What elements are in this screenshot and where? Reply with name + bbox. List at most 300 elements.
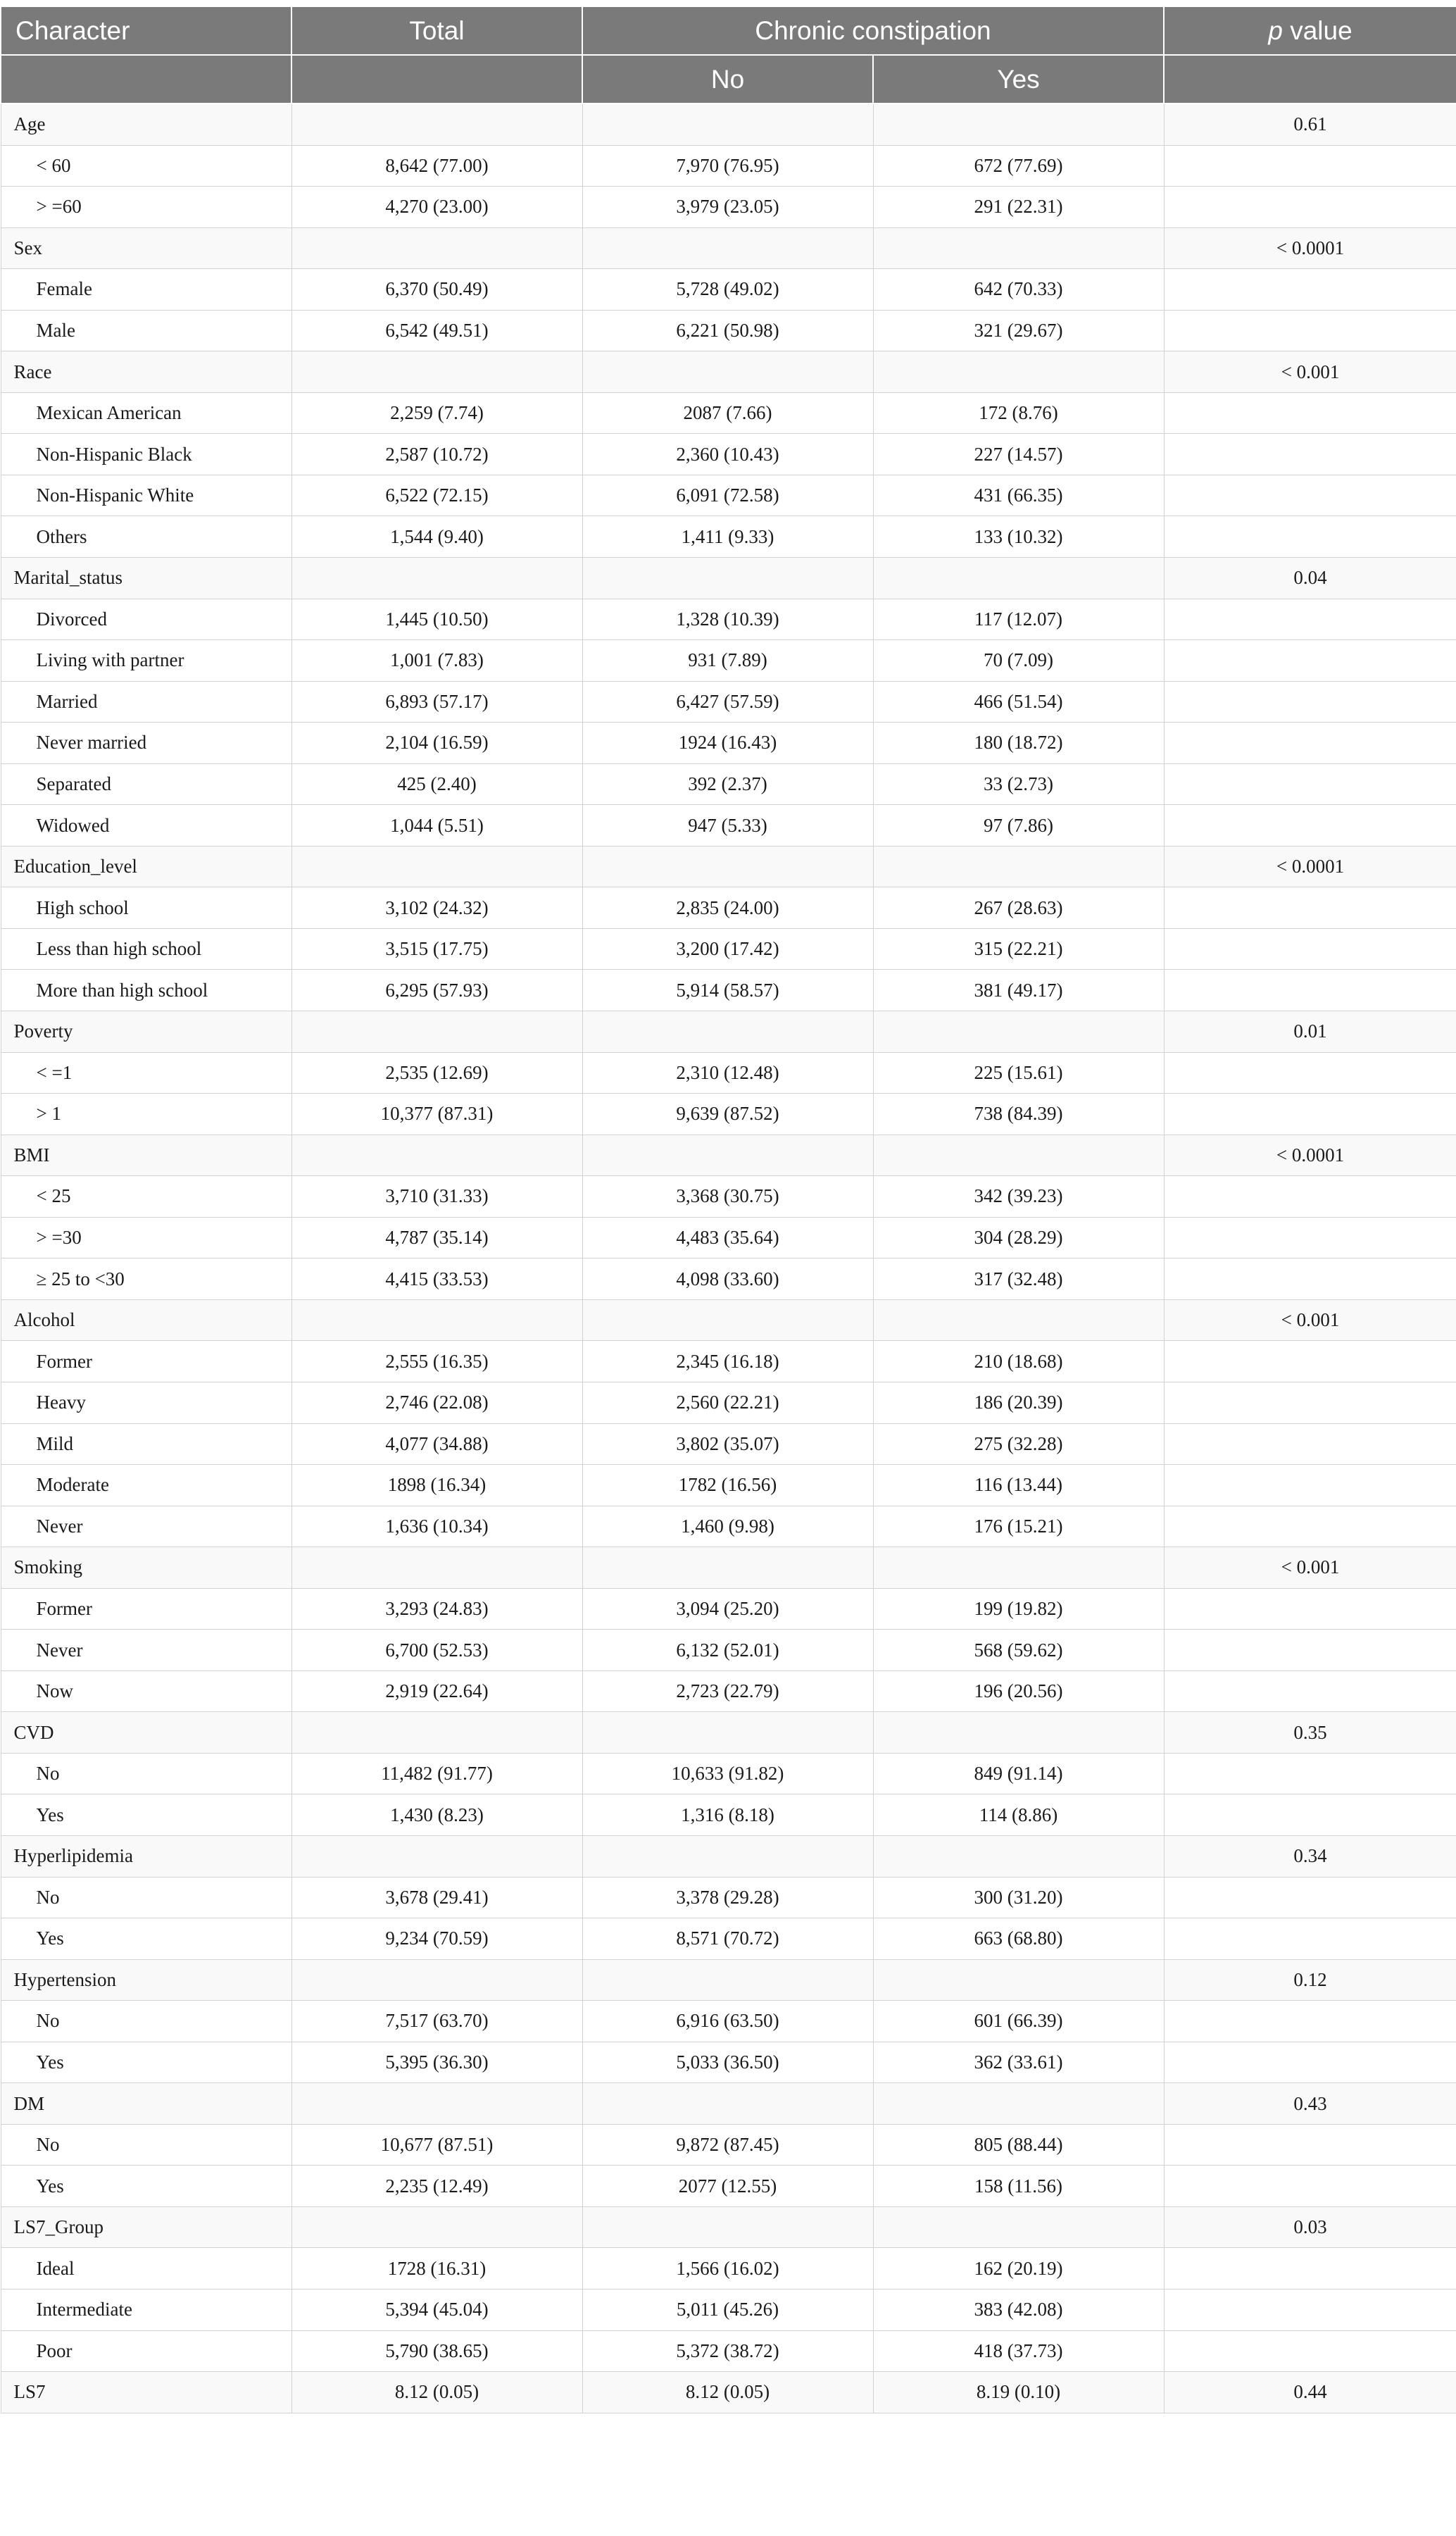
- cell-no: 2087 (7.66): [582, 392, 873, 434]
- cell-yes: 663 (68.80): [873, 1918, 1164, 1960]
- cell-p-value: 0.34: [1164, 1835, 1456, 1877]
- cell-total: 4,077 (34.88): [291, 1423, 582, 1465]
- table-group-row: [1, 2372, 1456, 2413]
- table-group-row: [1, 1547, 1456, 1589]
- cell-yes: 267 (28.63): [873, 887, 1164, 929]
- cell-p-value: [1164, 1176, 1456, 1218]
- header-p-rest: value: [1282, 15, 1353, 45]
- table-row: [1, 392, 1456, 434]
- cell-no: 7,970 (76.95): [582, 145, 873, 187]
- cell-total: [291, 1959, 582, 2001]
- table-row: [1, 970, 1456, 1011]
- table-row: [1, 2124, 1456, 2166]
- cell-character: Poverty: [1, 1011, 291, 1053]
- cell-total: 1,636 (10.34): [291, 1506, 582, 1547]
- cell-p-value: [1164, 805, 1456, 847]
- table-row: [1, 2001, 1456, 2042]
- cell-character: Race: [1, 351, 291, 393]
- cell-no: [582, 1011, 873, 1053]
- cell-no: 1,316 (8.18): [582, 1794, 873, 1836]
- cell-character: Less than high school: [1, 928, 291, 970]
- cell-no: [582, 1835, 873, 1877]
- table-row: [1, 1918, 1456, 1960]
- cell-no: 10,633 (91.82): [582, 1753, 873, 1794]
- cell-no: [582, 227, 873, 269]
- cell-yes: 418 (37.73): [873, 2330, 1164, 2372]
- cell-character: Marital_status: [1, 558, 291, 599]
- header-row-secondary: [1, 55, 1456, 104]
- cell-no: [582, 1547, 873, 1589]
- cell-p-value: [1164, 1094, 1456, 1135]
- cell-total: 1,445 (10.50): [291, 599, 582, 640]
- cell-total: [291, 1547, 582, 1589]
- table-row: [1, 1670, 1456, 1712]
- cell-no: 3,094 (25.20): [582, 1588, 873, 1630]
- cell-total: 1,430 (8.23): [291, 1794, 582, 1836]
- cell-total: 6,700 (52.53): [291, 1630, 582, 1671]
- table-row: [1, 1877, 1456, 1918]
- cell-total: 3,515 (17.75): [291, 928, 582, 970]
- cell-yes: 70 (7.09): [873, 640, 1164, 682]
- cell-yes: [873, 1547, 1164, 1589]
- table-row: [1, 805, 1456, 847]
- cell-p-value: 0.44: [1164, 2372, 1456, 2413]
- cell-no: [582, 1299, 873, 1341]
- cell-total: 6,893 (57.17): [291, 681, 582, 723]
- cell-yes: 381 (49.17): [873, 970, 1164, 1011]
- cell-yes: 176 (15.21): [873, 1506, 1164, 1547]
- cell-yes: 180 (18.72): [873, 723, 1164, 764]
- cell-p-value: [1164, 1753, 1456, 1794]
- cell-no: 9,639 (87.52): [582, 1094, 873, 1135]
- cell-yes: 186 (20.39): [873, 1382, 1164, 1423]
- cell-character: Poor: [1, 2330, 291, 2372]
- cell-character: < 60: [1, 145, 291, 187]
- cell-no: [582, 1135, 873, 1176]
- header-empty-3: [1164, 55, 1456, 104]
- cell-p-value: [1164, 1465, 1456, 1506]
- cell-character: Education_level: [1, 846, 291, 887]
- cell-character: No: [1, 2124, 291, 2166]
- cell-total: 1,544 (9.40): [291, 516, 582, 558]
- cell-p-value: < 0.0001: [1164, 227, 1456, 269]
- cell-character: Mild: [1, 1423, 291, 1465]
- cell-p-value: [1164, 1670, 1456, 1712]
- cell-character: > 1: [1, 1094, 291, 1135]
- cell-character: Male: [1, 310, 291, 351]
- cell-total: 8.12 (0.05): [291, 2372, 582, 2413]
- cell-yes: 291 (22.31): [873, 187, 1164, 228]
- cell-no: 9,872 (87.45): [582, 2124, 873, 2166]
- cell-p-value: 0.61: [1164, 104, 1456, 145]
- cell-character: < 25: [1, 1176, 291, 1218]
- cell-no: 5,914 (58.57): [582, 970, 873, 1011]
- cell-yes: 805 (88.44): [873, 2124, 1164, 2166]
- cell-no: 1,328 (10.39): [582, 599, 873, 640]
- table-row: [1, 1258, 1456, 1300]
- cell-total: 4,787 (35.14): [291, 1217, 582, 1258]
- cell-no: 1,460 (9.98): [582, 1506, 873, 1547]
- cell-p-value: < 0.001: [1164, 1547, 1456, 1589]
- table-row: [1, 928, 1456, 970]
- cell-no: [582, 2206, 873, 2248]
- cell-p-value: 0.35: [1164, 1712, 1456, 1754]
- cell-yes: [873, 2083, 1164, 2125]
- cell-no: [582, 846, 873, 887]
- header-yes: Yes: [873, 55, 1164, 104]
- cell-p-value: < 0.001: [1164, 1299, 1456, 1341]
- cell-no: [582, 2083, 873, 2125]
- cell-p-value: < 0.0001: [1164, 846, 1456, 887]
- cell-character: Never married: [1, 723, 291, 764]
- cell-yes: [873, 558, 1164, 599]
- cell-yes: [873, 227, 1164, 269]
- cell-no: [582, 558, 873, 599]
- cell-no: [582, 1959, 873, 2001]
- cell-total: [291, 104, 582, 145]
- cell-yes: 431 (66.35): [873, 475, 1164, 516]
- table-row: [1, 1382, 1456, 1423]
- cell-total: 1,044 (5.51): [291, 805, 582, 847]
- cell-total: 3,678 (29.41): [291, 1877, 582, 1918]
- cell-no: 6,427 (57.59): [582, 681, 873, 723]
- cell-p-value: [1164, 1918, 1456, 1960]
- cell-no: 6,132 (52.01): [582, 1630, 873, 1671]
- cell-total: [291, 1299, 582, 1341]
- table-container: [0, 6, 1456, 2413]
- cell-p-value: [1164, 1794, 1456, 1836]
- cell-character: Ideal: [1, 2248, 291, 2290]
- cell-no: [582, 1712, 873, 1754]
- cell-p-value: 0.03: [1164, 2206, 1456, 2248]
- table-row: [1, 2042, 1456, 2083]
- cell-character: Heavy: [1, 1382, 291, 1423]
- cell-no: 8,571 (70.72): [582, 1918, 873, 1960]
- cell-total: 3,293 (24.83): [291, 1588, 582, 1630]
- header-row-primary: [1, 6, 1456, 55]
- cell-p-value: [1164, 310, 1456, 351]
- cell-yes: 304 (28.29): [873, 1217, 1164, 1258]
- cell-character: Yes: [1, 2166, 291, 2207]
- table-body: [1, 104, 1456, 2413]
- cell-total: 2,259 (7.74): [291, 392, 582, 434]
- cell-no: 2,723 (22.79): [582, 1670, 873, 1712]
- cell-total: 1898 (16.34): [291, 1465, 582, 1506]
- table-row: [1, 1052, 1456, 1094]
- cell-yes: 317 (32.48): [873, 1258, 1164, 1300]
- header-empty-2: [291, 55, 582, 104]
- table-row: [1, 1465, 1456, 1506]
- cell-yes: 97 (7.86): [873, 805, 1164, 847]
- cell-total: 5,395 (36.30): [291, 2042, 582, 2083]
- cell-total: [291, 558, 582, 599]
- cell-character: Intermediate: [1, 2289, 291, 2330]
- header-no: No: [582, 55, 873, 104]
- cell-p-value: 0.12: [1164, 1959, 1456, 2001]
- table-row: [1, 2330, 1456, 2372]
- cell-total: 5,790 (38.65): [291, 2330, 582, 2372]
- header-character: Character: [1, 6, 291, 55]
- cell-p-value: [1164, 145, 1456, 187]
- cell-total: 2,587 (10.72): [291, 434, 582, 475]
- cell-no: 2077 (12.55): [582, 2166, 873, 2207]
- cell-yes: 196 (20.56): [873, 1670, 1164, 1712]
- cell-yes: [873, 1011, 1164, 1053]
- cell-yes: 8.19 (0.10): [873, 2372, 1164, 2413]
- cell-yes: 568 (59.62): [873, 1630, 1164, 1671]
- table-group-row: [1, 2206, 1456, 2248]
- table-row: [1, 1630, 1456, 1671]
- cell-no: 2,345 (16.18): [582, 1341, 873, 1382]
- table-row: [1, 763, 1456, 805]
- cell-p-value: [1164, 392, 1456, 434]
- cell-character: Living with partner: [1, 640, 291, 682]
- cell-yes: 162 (20.19): [873, 2248, 1164, 2290]
- cell-character: Female: [1, 269, 291, 311]
- table-group-row: [1, 1835, 1456, 1877]
- cell-character: Hyperlipidemia: [1, 1835, 291, 1877]
- cell-yes: [873, 2206, 1164, 2248]
- cell-no: 5,728 (49.02): [582, 269, 873, 311]
- cell-no: 6,221 (50.98): [582, 310, 873, 351]
- header-p-italic: p: [1268, 15, 1283, 45]
- cell-total: 3,710 (31.33): [291, 1176, 582, 1218]
- cell-no: 3,979 (23.05): [582, 187, 873, 228]
- cell-yes: 466 (51.54): [873, 681, 1164, 723]
- table-group-row: [1, 104, 1456, 145]
- cell-total: 10,377 (87.31): [291, 1094, 582, 1135]
- cell-no: 2,310 (12.48): [582, 1052, 873, 1094]
- cell-p-value: [1164, 1258, 1456, 1300]
- table-row: [1, 599, 1456, 640]
- table-row: [1, 681, 1456, 723]
- table-row: [1, 269, 1456, 311]
- table-row: [1, 2248, 1456, 2290]
- cell-character: Divorced: [1, 599, 291, 640]
- cell-p-value: [1164, 640, 1456, 682]
- table-group-row: [1, 2083, 1456, 2125]
- cell-p-value: [1164, 1588, 1456, 1630]
- cell-character: No: [1, 1877, 291, 1918]
- table-group-row: [1, 1011, 1456, 1053]
- cell-yes: 642 (70.33): [873, 269, 1164, 311]
- cell-p-value: < 0.0001: [1164, 1135, 1456, 1176]
- cell-no: 3,802 (35.07): [582, 1423, 873, 1465]
- cell-no: 2,835 (24.00): [582, 887, 873, 929]
- cell-character: Yes: [1, 2042, 291, 2083]
- cell-p-value: [1164, 1341, 1456, 1382]
- cell-yes: [873, 1299, 1164, 1341]
- cell-character: Alcohol: [1, 1299, 291, 1341]
- cell-total: 2,746 (22.08): [291, 1382, 582, 1423]
- cell-total: 2,235 (12.49): [291, 2166, 582, 2207]
- cell-total: 5,394 (45.04): [291, 2289, 582, 2330]
- cell-yes: 849 (91.14): [873, 1753, 1164, 1794]
- cell-p-value: [1164, 1423, 1456, 1465]
- cell-p-value: [1164, 475, 1456, 516]
- cell-total: 11,482 (91.77): [291, 1753, 582, 1794]
- cell-total: 2,535 (12.69): [291, 1052, 582, 1094]
- cell-character: BMI: [1, 1135, 291, 1176]
- cell-total: 10,677 (87.51): [291, 2124, 582, 2166]
- cell-total: [291, 1712, 582, 1754]
- cell-character: ≥ 25 to <30: [1, 1258, 291, 1300]
- table-group-row: [1, 227, 1456, 269]
- cell-character: > =30: [1, 1217, 291, 1258]
- cell-total: [291, 1011, 582, 1053]
- cell-character: Non-Hispanic Black: [1, 434, 291, 475]
- cell-yes: 172 (8.76): [873, 392, 1164, 434]
- cell-total: [291, 351, 582, 393]
- cell-yes: 33 (2.73): [873, 763, 1164, 805]
- cell-p-value: [1164, 928, 1456, 970]
- cell-yes: 158 (11.56): [873, 2166, 1164, 2207]
- cell-p-value: [1164, 599, 1456, 640]
- cell-p-value: [1164, 2248, 1456, 2290]
- cell-yes: 362 (33.61): [873, 2042, 1164, 2083]
- table-row: [1, 640, 1456, 682]
- cell-total: 3,102 (24.32): [291, 887, 582, 929]
- table-group-row: [1, 1959, 1456, 2001]
- cell-yes: 210 (18.68): [873, 1341, 1164, 1382]
- cell-character: < =1: [1, 1052, 291, 1094]
- cell-yes: [873, 1712, 1164, 1754]
- cell-no: 4,098 (33.60): [582, 1258, 873, 1300]
- cell-p-value: [1164, 2042, 1456, 2083]
- cell-yes: 383 (42.08): [873, 2289, 1164, 2330]
- table-row: [1, 145, 1456, 187]
- table-group-row: [1, 558, 1456, 599]
- cell-yes: 321 (29.67): [873, 310, 1164, 351]
- cell-character: Sex: [1, 227, 291, 269]
- cell-character: Now: [1, 1670, 291, 1712]
- cell-no: 2,560 (22.21): [582, 1382, 873, 1423]
- cell-character: Former: [1, 1341, 291, 1382]
- cell-yes: 225 (15.61): [873, 1052, 1164, 1094]
- cell-character: Non-Hispanic White: [1, 475, 291, 516]
- cell-yes: [873, 351, 1164, 393]
- cell-yes: 227 (14.57): [873, 434, 1164, 475]
- cell-yes: 315 (22.21): [873, 928, 1164, 970]
- cell-p-value: [1164, 1630, 1456, 1671]
- cell-total: [291, 1135, 582, 1176]
- cell-p-value: [1164, 2124, 1456, 2166]
- cell-total: 425 (2.40): [291, 763, 582, 805]
- cell-yes: 300 (31.20): [873, 1877, 1164, 1918]
- cell-yes: 342 (39.23): [873, 1176, 1164, 1218]
- cell-p-value: 0.43: [1164, 2083, 1456, 2125]
- table-row: [1, 1753, 1456, 1794]
- baseline-characteristics-table: [0, 6, 1456, 2413]
- cell-yes: 114 (8.86): [873, 1794, 1164, 1836]
- cell-yes: [873, 104, 1164, 145]
- table-row: [1, 434, 1456, 475]
- cell-no: 5,011 (45.26): [582, 2289, 873, 2330]
- cell-total: 7,517 (63.70): [291, 2001, 582, 2042]
- cell-total: [291, 1835, 582, 1877]
- cell-no: 1,566 (16.02): [582, 2248, 873, 2290]
- table-row: [1, 1794, 1456, 1836]
- header-empty-1: [1, 55, 291, 104]
- table-row: [1, 1217, 1456, 1258]
- cell-character: Never: [1, 1506, 291, 1547]
- cell-character: Widowed: [1, 805, 291, 847]
- cell-no: 1,411 (9.33): [582, 516, 873, 558]
- table-row: [1, 1423, 1456, 1465]
- cell-total: [291, 2206, 582, 2248]
- cell-p-value: [1164, 1052, 1456, 1094]
- cell-p-value: [1164, 269, 1456, 311]
- cell-yes: 133 (10.32): [873, 516, 1164, 558]
- table-row: [1, 2166, 1456, 2207]
- cell-total: 2,104 (16.59): [291, 723, 582, 764]
- cell-total: 6,542 (49.51): [291, 310, 582, 351]
- table-row: [1, 723, 1456, 764]
- table-row: [1, 310, 1456, 351]
- cell-total: [291, 2083, 582, 2125]
- table-row: [1, 2289, 1456, 2330]
- cell-yes: 601 (66.39): [873, 2001, 1164, 2042]
- table-group-row: [1, 846, 1456, 887]
- cell-p-value: [1164, 1217, 1456, 1258]
- cell-p-value: [1164, 2001, 1456, 2042]
- cell-character: Moderate: [1, 1465, 291, 1506]
- table-row: [1, 1094, 1456, 1135]
- table-row: [1, 187, 1456, 228]
- cell-character: Yes: [1, 1794, 291, 1836]
- cell-no: 392 (2.37): [582, 763, 873, 805]
- cell-p-value: [1164, 516, 1456, 558]
- cell-character: More than high school: [1, 970, 291, 1011]
- cell-yes: [873, 1835, 1164, 1877]
- cell-no: 1924 (16.43): [582, 723, 873, 764]
- cell-character: LS7_Group: [1, 2206, 291, 2248]
- cell-total: 6,295 (57.93): [291, 970, 582, 1011]
- cell-p-value: 0.01: [1164, 1011, 1456, 1053]
- cell-character: Hypertension: [1, 1959, 291, 2001]
- cell-total: 4,270 (23.00): [291, 187, 582, 228]
- cell-p-value: [1164, 681, 1456, 723]
- cell-total: 9,234 (70.59): [291, 1918, 582, 1960]
- cell-yes: 117 (12.07): [873, 599, 1164, 640]
- cell-total: 2,555 (16.35): [291, 1341, 582, 1382]
- cell-character: Married: [1, 681, 291, 723]
- cell-no: [582, 351, 873, 393]
- table-group-row: [1, 1135, 1456, 1176]
- cell-character: Mexican American: [1, 392, 291, 434]
- cell-character: Never: [1, 1630, 291, 1671]
- cell-p-value: [1164, 2330, 1456, 2372]
- cell-yes: 738 (84.39): [873, 1094, 1164, 1135]
- cell-character: DM: [1, 2083, 291, 2125]
- cell-character: > =60: [1, 187, 291, 228]
- cell-yes: 116 (13.44): [873, 1465, 1164, 1506]
- cell-no: 6,091 (72.58): [582, 475, 873, 516]
- header-p-value: [1164, 6, 1456, 55]
- cell-character: Age: [1, 104, 291, 145]
- cell-total: 1728 (16.31): [291, 2248, 582, 2290]
- cell-total: [291, 227, 582, 269]
- cell-p-value: [1164, 763, 1456, 805]
- table-row: [1, 1176, 1456, 1218]
- cell-character: Separated: [1, 763, 291, 805]
- table-row: [1, 516, 1456, 558]
- table-row: [1, 887, 1456, 929]
- cell-no: 5,372 (38.72): [582, 2330, 873, 2372]
- cell-p-value: < 0.001: [1164, 351, 1456, 393]
- cell-no: 3,378 (29.28): [582, 1877, 873, 1918]
- cell-no: 2,360 (10.43): [582, 434, 873, 475]
